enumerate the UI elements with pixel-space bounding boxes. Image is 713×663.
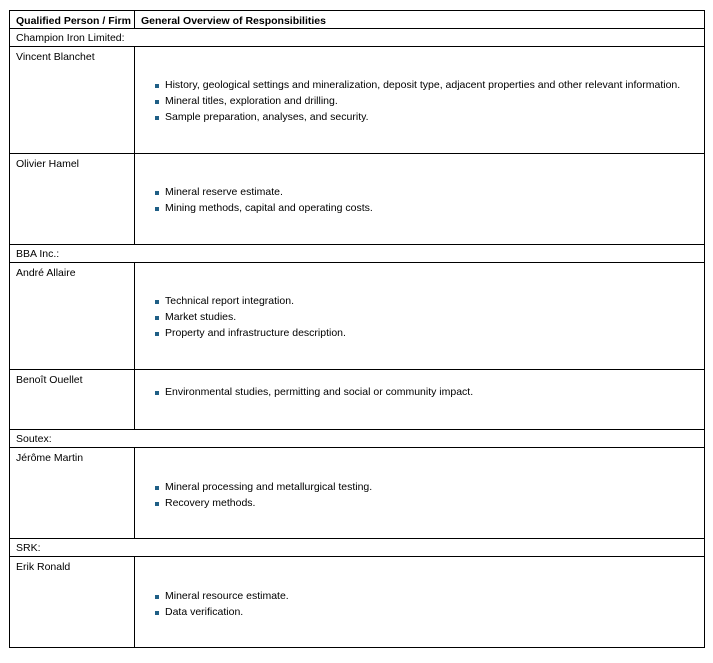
square-bullet-icon [155, 191, 159, 195]
responsibility-list [135, 557, 704, 620]
firm-name: Champion Iron Limited: [16, 32, 125, 44]
square-bullet-icon [155, 486, 159, 490]
responsibilities-cell [135, 557, 705, 648]
responsibility-item: Mineral titles, exploration and drilling. [165, 93, 704, 109]
person-row [10, 557, 705, 648]
firm-row [10, 245, 705, 263]
firm-cell [10, 245, 705, 263]
firm-name: SRK: [16, 542, 41, 554]
responsibility-item: Property and infrastructure description. [165, 325, 704, 341]
person-name: André Allaire [16, 267, 76, 279]
person-name: Benoît Ouellet [16, 374, 83, 386]
person-row [10, 47, 705, 154]
person-row [10, 448, 705, 539]
square-bullet-icon [155, 100, 159, 104]
person-row [10, 263, 705, 370]
responsibility-item: Sample preparation, analyses, and security. [165, 109, 704, 125]
firm-row [10, 430, 705, 448]
person-row [10, 154, 705, 245]
firm-cell [10, 29, 705, 47]
responsibility-list [135, 370, 704, 400]
responsibility-list [135, 47, 704, 125]
square-bullet-icon [155, 300, 159, 304]
responsibilities-cell [135, 448, 705, 539]
person-name: Vincent Blanchet [16, 51, 95, 63]
square-bullet-icon [155, 502, 159, 506]
person-cell [10, 47, 135, 154]
firm-row [10, 539, 705, 557]
firm-name: BBA Inc.: [16, 248, 60, 260]
square-bullet-icon [155, 611, 159, 615]
header-responsibilities: General Overview of Responsibilities [135, 11, 705, 29]
person-cell [10, 154, 135, 245]
responsibility-item: Recovery methods. [165, 495, 704, 511]
firm-name: Soutex: [16, 433, 52, 445]
responsibilities-cell [135, 370, 705, 430]
responsibility-item: Market studies. [165, 309, 704, 325]
person-cell [10, 557, 135, 648]
square-bullet-icon [155, 116, 159, 120]
square-bullet-icon [155, 595, 159, 599]
person-name: Erik Ronald [16, 561, 71, 573]
responsibility-item: Mineral reserve estimate. [165, 184, 704, 200]
responsibility-item: Mining methods, capital and operating costs. [165, 200, 704, 216]
person-cell [10, 263, 135, 370]
responsibility-item: Mineral processing and metallurgical testing. [165, 479, 704, 495]
person-name: Olivier Hamel [16, 158, 80, 170]
responsibilities-cell [135, 263, 705, 370]
square-bullet-icon [155, 391, 159, 395]
person-cell [10, 448, 135, 539]
square-bullet-icon [155, 332, 159, 336]
firm-row [10, 29, 705, 47]
responsibilities-table [9, 10, 705, 648]
responsibility-item: Environmental studies, permitting and social or community impact. [165, 384, 704, 400]
person-name: Jérôme Martin [16, 452, 84, 464]
responsibility-list [135, 154, 704, 216]
responsibility-list [135, 448, 704, 511]
responsibilities-cell [135, 154, 705, 245]
firm-cell [10, 539, 705, 557]
person-cell [10, 370, 135, 430]
square-bullet-icon [155, 84, 159, 88]
square-bullet-icon [155, 207, 159, 211]
square-bullet-icon [155, 316, 159, 320]
responsibility-item: Data verification. [165, 604, 704, 620]
table-header-row [10, 11, 705, 29]
responsibilities-cell [135, 47, 705, 154]
responsibility-list [135, 263, 704, 341]
responsibility-item: History, geological settings and mineralization, deposit type, adjacent properties and other relevant information. [165, 77, 704, 93]
responsibility-item: Mineral resource estimate. [165, 588, 704, 604]
firm-cell [10, 430, 705, 448]
header-person-firm: Qualified Person / Firm [10, 11, 135, 29]
responsibility-item: Technical report integration. [165, 293, 704, 309]
person-row [10, 370, 705, 430]
